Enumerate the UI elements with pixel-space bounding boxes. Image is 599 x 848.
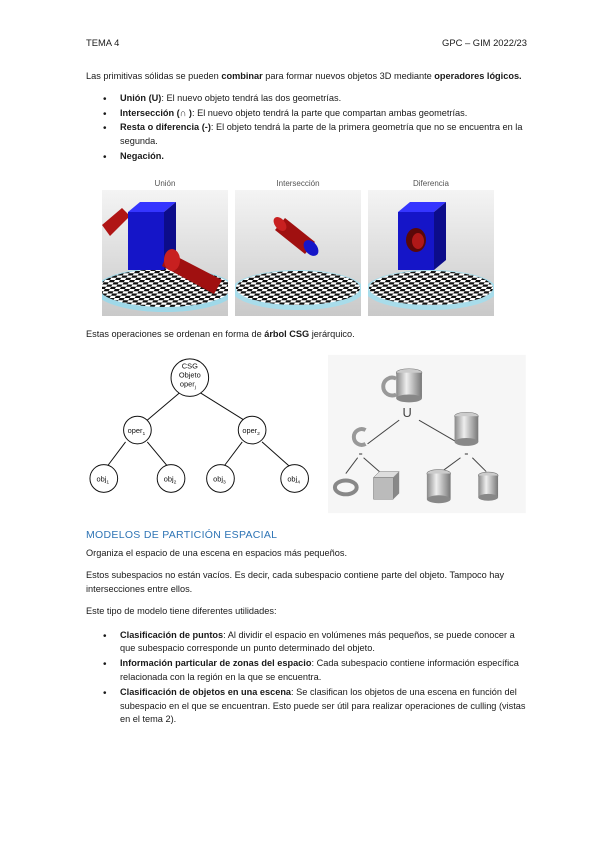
minus-symbol-2: -	[464, 445, 469, 461]
figure-label: Intersección	[276, 178, 320, 188]
page-content	[86, 70, 526, 728]
op-term: Resta o diferencia (-)	[120, 122, 211, 133]
root-label-1: CSG	[181, 361, 198, 371]
op-desc: : El nuevo objeto tendrá la parte que compartan ambas geometrías.	[191, 107, 468, 118]
figure-difference	[368, 178, 494, 316]
use-desc: : Se clasifican los objetos de una escena en función del subespacio en el que se encuentran. Esto puede ser útil para realizar operaciones de culling (vistas en el tema 2).	[120, 686, 526, 725]
intro-text-2: para formar nuevos objetos 3D mediante	[262, 71, 435, 81]
oper-2-label: oper$_2$	[242, 425, 260, 437]
header-right: GPC – GIM 2022/23	[442, 37, 527, 48]
op-term: Negación.	[120, 150, 164, 161]
figure-union	[102, 178, 228, 316]
csg-paragraph	[86, 328, 526, 342]
header-left: TEMA 4	[86, 37, 120, 48]
use-term: Clasificación de objetos en una escena	[120, 686, 292, 697]
figure-label: Diferencia	[412, 178, 449, 188]
csg-mug-tree-image	[328, 354, 526, 514]
use-desc: : Al dividir el espacio en volúmenes más pequeños, se puede conocer a que subespacio corresponde un punto determinado del objeto.	[120, 629, 515, 654]
use-desc: : Cada subespacio contiene información específica relacionada con la región en la que se encuentra.	[120, 658, 519, 682]
list-item	[86, 107, 526, 121]
section-title: MODELOS DE PARTICIÓN ESPACIAL	[86, 528, 278, 541]
list-item	[86, 657, 526, 685]
leaf-3-label: obj$_3$	[213, 474, 226, 486]
union-render-image	[102, 190, 228, 316]
partition-paragraph-1: Organiza el espacio de una escena en espacios más pequeños.	[86, 548, 347, 559]
op-desc: : El nuevo objeto tendrá las dos geometrías.	[161, 92, 342, 103]
difference-render-image	[368, 190, 494, 316]
use-term: Clasificación de puntos	[120, 629, 224, 640]
minus-symbol-1: -	[358, 445, 364, 461]
csg-text-1: Estas operaciones se ordenan en forma de	[86, 328, 265, 339]
list-item	[86, 92, 526, 106]
page-header	[86, 36, 527, 50]
list-item	[86, 629, 526, 657]
list-item	[86, 686, 526, 727]
partition-paragraph-3: Este tipo de modelo tiene diferentes utilidades:	[86, 605, 277, 616]
csg-text-2: jerárquico.	[309, 328, 355, 339]
figure-intersection	[235, 178, 361, 316]
intro-text-1: Las primitivas sólidas se pueden	[86, 71, 222, 81]
csg-figures	[102, 178, 526, 316]
partition-paragraph-2: Estos subespacios no están vacíos. Es decir, cada subespacio contiene parte del objeto. Tampoco hay intersecciones entre ellos.	[86, 570, 505, 594]
intro-paragraph	[86, 70, 526, 84]
csg-tree-row	[86, 354, 526, 514]
intersection-render-image	[235, 190, 361, 316]
figure-label: Unión	[154, 178, 176, 188]
uses-list	[86, 629, 526, 728]
intro-bold-1: combinar	[221, 71, 263, 81]
root-label-3: oper$_j$	[179, 379, 196, 391]
oper-1-label: oper$_1$	[127, 425, 146, 437]
csg-bold: árbol CSG	[264, 328, 310, 339]
op-term: Unión (U)	[120, 92, 162, 103]
list-item	[86, 121, 526, 149]
leaf-4-label: obj$_4$	[287, 474, 300, 486]
operations-list	[86, 92, 526, 164]
leaf-1-label: obj$_1$	[96, 474, 110, 486]
op-term: Intersección (∩ )	[120, 107, 192, 118]
csg-tree-diagram	[86, 354, 328, 514]
op-desc: : El objeto tendrá la parte de la primera geometría que no se encuentra en la segunda.	[120, 122, 523, 147]
list-item	[86, 150, 526, 164]
leaf-2-label: obj$_2$	[163, 474, 177, 486]
union-symbol: U	[402, 404, 412, 420]
root-label-2: Objeto	[178, 370, 201, 380]
intro-bold-2: operadores lógicos.	[434, 71, 522, 81]
use-term: Información particular de zonas del espacio	[120, 658, 312, 669]
